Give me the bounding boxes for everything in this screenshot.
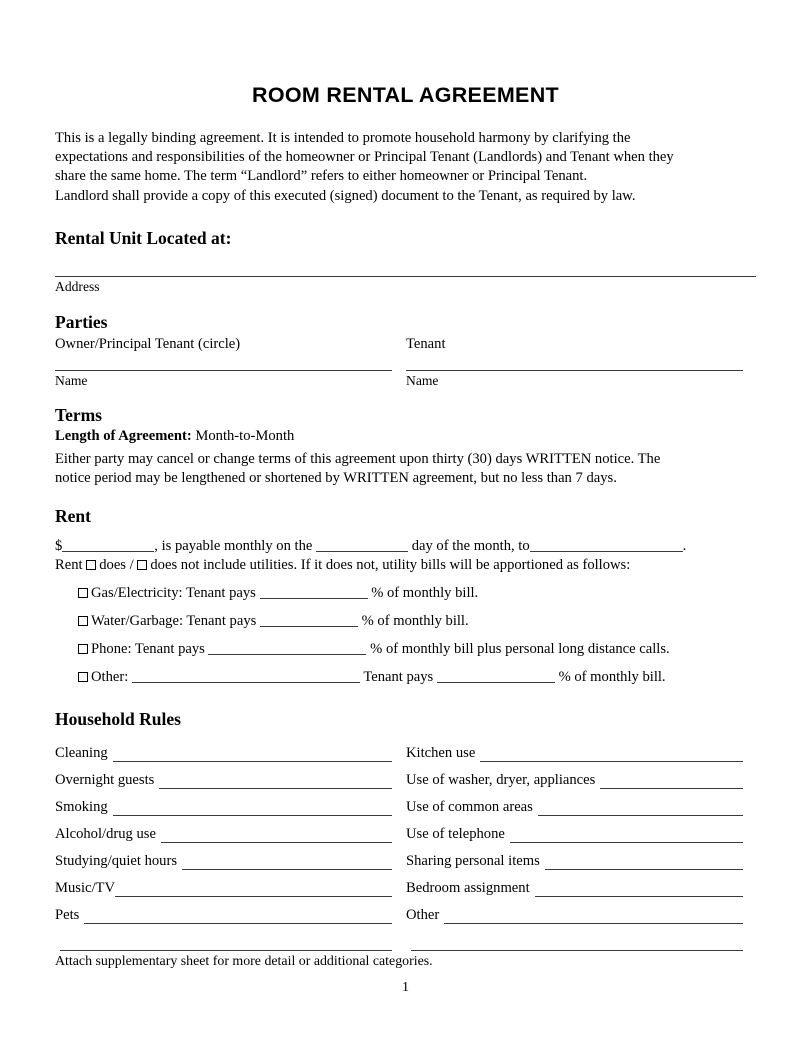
- rule-label: Other: [406, 907, 440, 924]
- rule-row-sharing-personal-items: [406, 843, 743, 870]
- rent-payee-input[interactable]: [530, 539, 683, 552]
- utilities-separator: /: [129, 557, 134, 574]
- other-utility-mid-label: Tenant pays: [363, 669, 434, 686]
- utility-label: Phone: Tenant pays: [91, 641, 205, 658]
- page-title: ROOM RENTAL AGREEMENT: [252, 83, 559, 107]
- utility-suffix: % of monthly bill plus personal long distance calls.: [370, 641, 670, 658]
- rule-row-smoking: [55, 789, 392, 816]
- length-of-agreement-label: Length of Agreement:: [55, 427, 192, 444]
- notice-line: notice period may be lengthened or shortened by WRITTEN agreement, but no less than 7 days.: [55, 470, 617, 487]
- rule-input-line[interactable]: [115, 884, 392, 897]
- rent-day-input[interactable]: [316, 539, 408, 552]
- owner-name-caption: Name: [55, 372, 88, 388]
- rule-input-line[interactable]: [182, 857, 392, 870]
- utility-row-gas-electricity: [78, 584, 756, 612]
- rent-utilities-row: [55, 556, 756, 575]
- utility-row-water-garbage: [78, 612, 756, 640]
- rule-row-studying-quiet-hours: [55, 843, 392, 870]
- rule-row-overnight-guests: [55, 762, 392, 789]
- rule-label: Use of telephone: [406, 826, 505, 843]
- rule-input-line[interactable]: [159, 776, 392, 789]
- rent-payable-text: , is payable monthly on the: [154, 538, 313, 555]
- intro-paragraph: [55, 108, 756, 206]
- rule-input-line[interactable]: [113, 803, 392, 816]
- utility-suffix: % of monthly bill.: [371, 585, 479, 602]
- household-rules-heading: Household Rules: [55, 709, 181, 730]
- parties-heading: Parties: [55, 311, 108, 332]
- utility-label: Other:: [91, 669, 129, 686]
- rule-label: Smoking: [55, 799, 108, 816]
- other-utility-description-input[interactable]: [132, 670, 360, 683]
- rule-row-other: [406, 897, 743, 924]
- rule-label: Bedroom assignment: [406, 880, 530, 897]
- tenant-name-caption: Name: [406, 372, 439, 388]
- checkbox-phone[interactable]: [78, 644, 88, 654]
- utility-suffix: % of monthly bill.: [558, 669, 666, 686]
- household-rules-right-column: [406, 735, 743, 951]
- other-utility-percent-input[interactable]: [437, 670, 555, 683]
- rule-label: Studying/quiet hours: [55, 853, 178, 870]
- rule-row-music-tv: [55, 870, 392, 897]
- checkbox-gas-electricity[interactable]: [78, 588, 88, 598]
- does-not-label: does not include utilities. If it does not, utility bills will be apportioned as follows:: [150, 557, 631, 574]
- rule-row-alcohol-drug-use: [55, 816, 392, 843]
- intro-line: This is a legally binding agreement. It is intended to promote household harmony by clarifying the: [55, 130, 631, 146]
- rent-amount-input[interactable]: [62, 539, 154, 552]
- rule-row-telephone: [406, 816, 743, 843]
- rule-input-line[interactable]: [411, 938, 743, 951]
- rule-row-kitchen-use: [406, 735, 743, 762]
- checkbox-rent-includes-utilities[interactable]: [86, 560, 96, 570]
- utility-row-other: [78, 668, 756, 696]
- terms-heading: Terms: [55, 404, 102, 425]
- utility-label: Water/Garbage: Tenant pays: [91, 613, 257, 630]
- dollar-sign: $: [55, 538, 63, 555]
- rule-row-cleaning: [55, 735, 392, 762]
- rule-label: Music/TV: [55, 880, 115, 897]
- checkbox-rent-excludes-utilities[interactable]: [137, 560, 147, 570]
- rent-amount-row: $ , is payable monthly on the day of the month, to .: [55, 538, 687, 555]
- rule-label: Cleaning: [55, 745, 108, 762]
- rule-label: Sharing personal items: [406, 853, 540, 870]
- rule-row-common-areas: [406, 789, 743, 816]
- tenant-label: Tenant: [406, 335, 446, 352]
- checkbox-other-utility[interactable]: [78, 672, 88, 682]
- checkbox-water-garbage[interactable]: [78, 616, 88, 626]
- rent-utilities-prefix: Rent: [55, 557, 83, 574]
- rule-input-line[interactable]: [510, 830, 743, 843]
- rule-row-blank-left: [55, 924, 392, 951]
- utility-suffix: % of monthly bill.: [361, 613, 469, 630]
- length-of-agreement-row: [55, 426, 756, 445]
- phone-percent-input[interactable]: [208, 642, 366, 655]
- page-number: 1: [402, 980, 409, 995]
- rule-input-line[interactable]: [545, 857, 743, 870]
- rent-heading: Rent: [55, 506, 91, 527]
- address-caption: Address: [55, 278, 100, 294]
- rule-row-washer-dryer-appliances: [406, 762, 743, 789]
- rental-unit-heading: Rental Unit Located at:: [55, 227, 232, 248]
- gas-electricity-percent-input[interactable]: [260, 586, 368, 599]
- rule-input-line[interactable]: [60, 938, 392, 951]
- rule-input-line[interactable]: [84, 911, 392, 924]
- length-of-agreement-value: Month-to-Month: [195, 427, 295, 444]
- rent-day-text: day of the month, to: [411, 538, 530, 555]
- owner-label: Owner/Principal Tenant (circle): [55, 335, 241, 352]
- rule-input-line[interactable]: [600, 776, 743, 789]
- rule-label: Overnight guests: [55, 772, 155, 789]
- rule-input-line[interactable]: [161, 830, 392, 843]
- owner-party-block: [55, 336, 392, 389]
- rule-label: Use of common areas: [406, 799, 533, 816]
- rule-input-line[interactable]: [538, 803, 743, 816]
- rule-input-line[interactable]: [444, 911, 743, 924]
- rule-row-pets: [55, 897, 392, 924]
- tenant-party-block: [406, 336, 743, 389]
- water-garbage-percent-input[interactable]: [260, 614, 358, 627]
- household-rules-left-column: [55, 735, 392, 951]
- rule-label: Kitchen use: [406, 745, 476, 762]
- intro-line: share the same home. The term “Landlord” refers to either homeowner or Principal Tenant.: [55, 168, 588, 185]
- notice-paragraph: [55, 445, 756, 489]
- rule-input-line[interactable]: [535, 884, 743, 897]
- rule-row-blank-right: [406, 924, 743, 951]
- rule-label: Pets: [55, 907, 80, 924]
- rule-input-line[interactable]: [113, 749, 392, 762]
- supplementary-sheet-note: Attach supplementary sheet for more detail or additional categories.: [55, 954, 433, 970]
- rule-label: Alcohol/drug use: [55, 826, 156, 843]
- utility-label: Gas/Electricity: Tenant pays: [91, 585, 256, 602]
- rule-label: Use of washer, dryer, appliances: [406, 772, 596, 789]
- notice-line: Either party may cancel or change terms of this agreement upon thirty (30) days WRITTEN notice. The: [55, 450, 661, 467]
- does-label: does: [99, 557, 126, 574]
- utility-row-phone: [78, 640, 756, 668]
- rule-row-bedroom-assignment: [406, 870, 743, 897]
- intro-line: Landlord shall provide a copy of this executed (signed) document to the Tenant, as required by law.: [55, 187, 636, 204]
- rule-input-line[interactable]: [480, 749, 743, 762]
- intro-line: expectations and responsibilities of the homeowner or Principal Tenant (Landlords) and Tenant when they: [55, 149, 674, 166]
